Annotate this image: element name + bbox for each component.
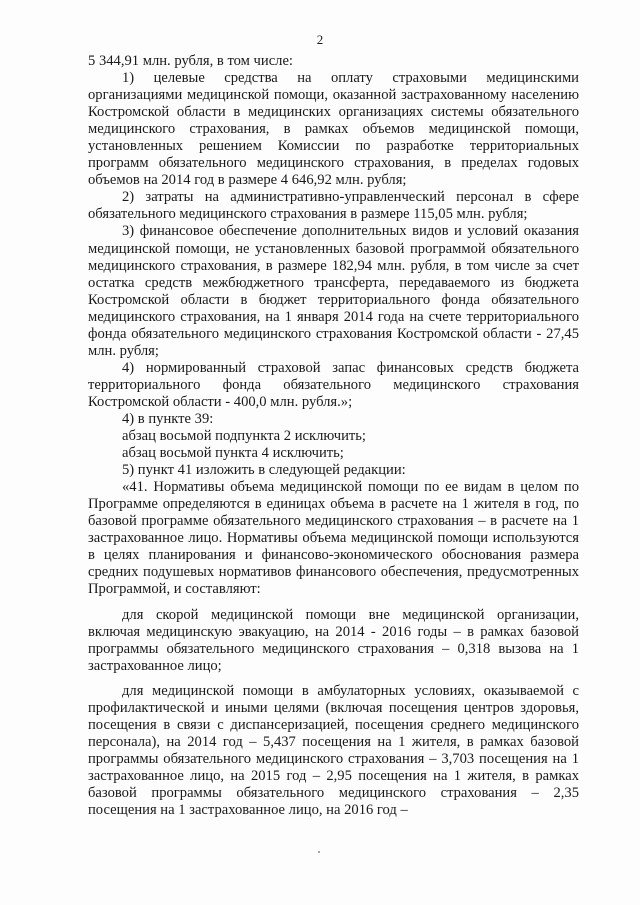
paragraph-exclude-point-4: абзац восьмой пункта 4 исключить; (122, 445, 344, 462)
paragraph-outpatient-care: для медицинской помощи в амбулаторных условиях, оказываемой с профилактической и иными целями (включая посещения центров здоровья, посещения в связи с диспансеризацией, посещения среднего медицинского персонала), на 2014 год – 5,437 посещения на 1 жителя, в рамках базовой программы обязательного медицинского страхования – 3,703 посещения на 1 застрахованное лицо, на 2015 год – 2,95 посещения на 1 жителя, в рамках базовой программы обязательного медицинского страхования – 2,35 посещения на 1 застрахованное лицо, на 2016 год – (88, 682, 579, 819)
paragraph-exclude-subpoint-2: абзац восьмой подпункта 2 исключить; (122, 428, 366, 445)
paragraph-item-3: 3) финансовое обеспечение дополнительных видов и условий оказания медицинской помощи, не установленных базовой программой обязательного медицинского страхования, в размере 182,94 млн. рубля, в том числе за счет остатка средств межбюджетного трансферта, передаваемого из бюджета Костромской области в бюджет территориального фонда обязательного медицинского страхования, на 1 января 2014 года на счете территориального фонда обязательного медицинского страхования Костромской области - 27,45 млн. рубля; (88, 223, 579, 359)
page-number: 2 (316, 32, 324, 47)
paragraph-item-4: 4) нормированный страховой запас финансовых средств бюджета территориального фонда обязательного медицинского страхования Костромской области - 400,0 млн. рубля.»; (88, 359, 579, 410)
paragraph-item-1: 1) целевые средства на оплату страховыми медицинскими организациями медицинской помощи, оказанной застрахованному населению Костромской области в медицинских организациях системы обязательного медицинского страхования, в рамках объемов медицинской помощи, установленных решением Комиссии по разработке территориальных программ обязательного медицинского страхования, в пределах годовых объемов на 2014 год в размере 4 646,92 млн. рубля; (88, 70, 579, 189)
paragraph-total: 5 344,91 млн. рубля, в том числе: (88, 53, 293, 69)
document-body (88, 53, 579, 819)
paragraph-norms-intro: «41. Нормативы объема медицинской помощи по ее видам в целом по Программе определяются в единицах объема в расчете на 1 жителя в год, по базовой программе обязательного медицинского страхования – в расчете на 1 застрахованное лицо. Нормативы объема медицинской помощи используются в целях планирования и финансово-экономического обоснования размера средних подушевых нормативов финансового обеспечения, предусмотренных Программой, и составляют: (88, 479, 579, 598)
paragraph-item-2: 2) затраты на административно-управленческий персонал в сфере обязательного медицинского страхования в размере 115,05 млн. рубля; (88, 189, 579, 223)
paragraph-emergency-care: для скорой медицинской помощи вне медицинской организации, включая медицинскую эвакуацию, на 2014 - 2016 годы – в рамках базовой программы обязательного медицинского страхования – 0,318 вызова на 1 застрахованное лицо; (88, 606, 579, 674)
paragraph-point-41: 5) пункт 41 изложить в следующей редакции: (122, 462, 406, 479)
paragraph-point-39: 4) в пункте 39: (122, 410, 214, 427)
scan-speck (318, 851, 320, 853)
